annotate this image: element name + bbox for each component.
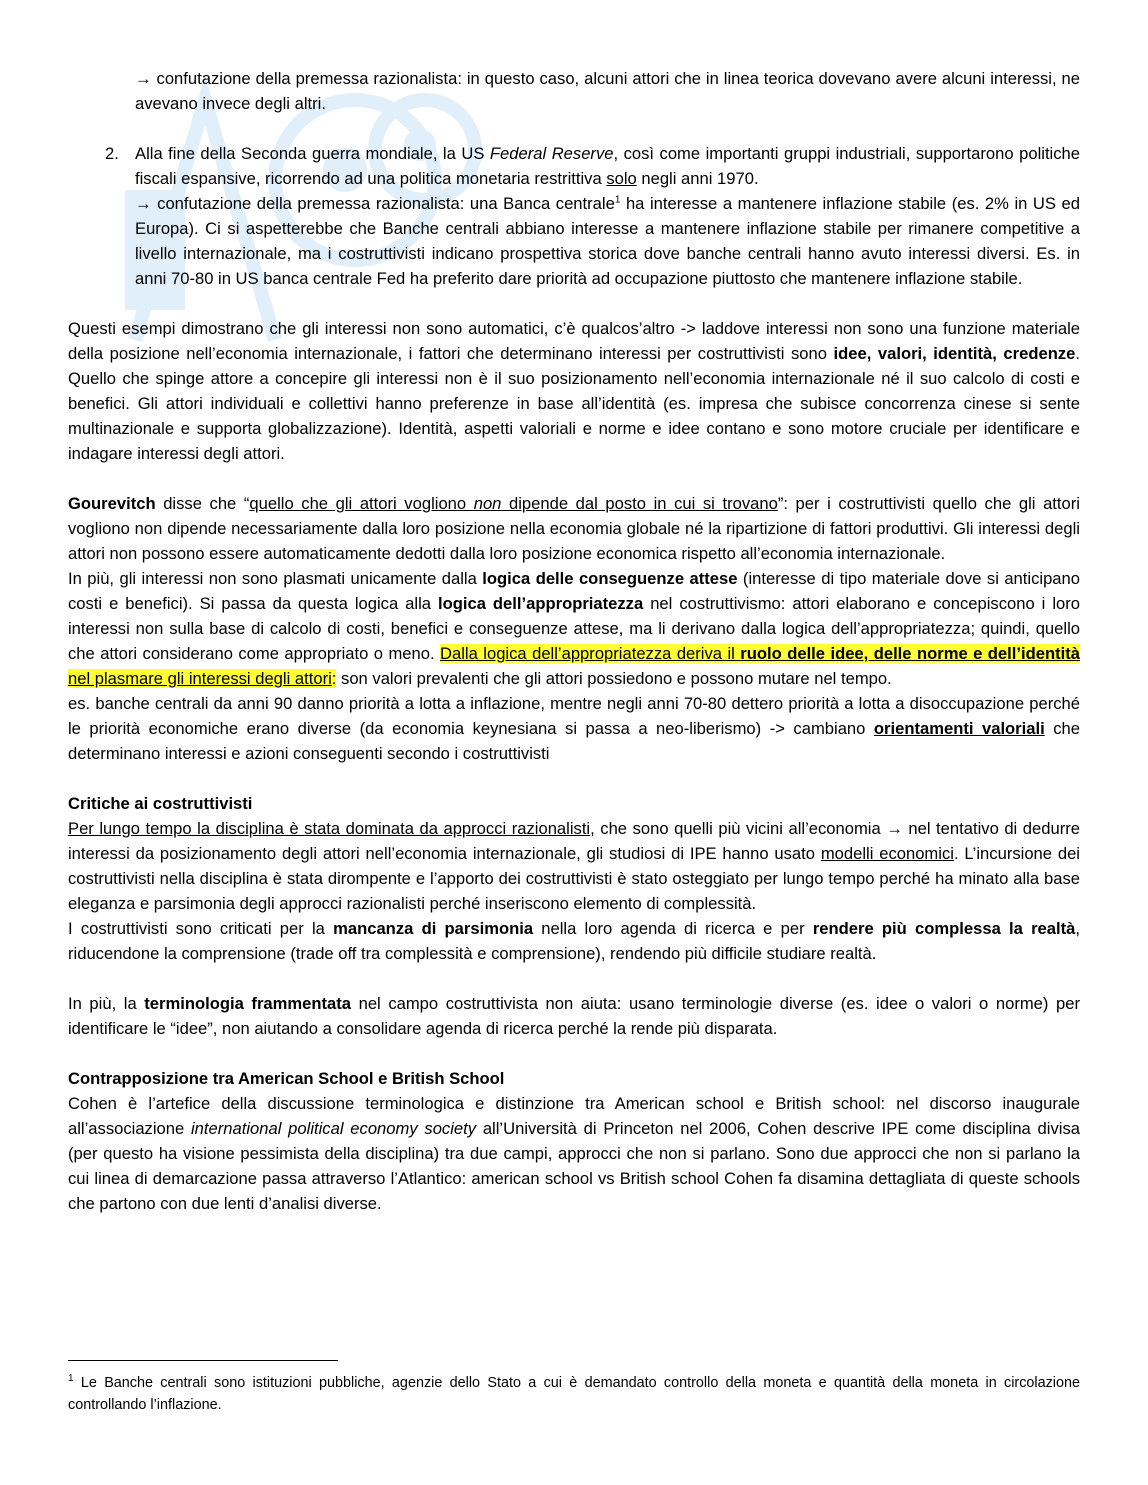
list-item-2: 2. Alla fine della Seconda guerra mondiale, la US Federal Reserve, così come importanti gruppi industriali, supportarono politiche fiscali espansive, ricorrendo ad una politica monetaria restrittiva solo negli anni 1970. → confutazione della premessa razionalista: una Banca centrale$^1$ ha interesse a mantenere inflazione stabile (es. 2% in US ed Europa). Ci si aspetterebbe che Banche centrali abbiano interesse a mantenere inflazione stabile per rimanere competitive a livello internazionale, ma i costruttivisti indicano prospettiva storica dove banche centrali hanno avuto interessi diversi. Es. in anni 70-80 in US banca centrale Fed ha preferito dare priorità ad occupazione piuttosto che mantenere inflazione stabile. (68, 141, 1080, 291)
footnote-ref[interactable]: 1 (614, 194, 621, 206)
paragraph-esempio-banche: es. banche centrali da anni 90 danno priorità a lotta a inflazione, mentre negli anni 70-80 dettero priorità a lotta a disoccupazione perché le priorità economiche erano diverse (da economia keynesiana si passa a neo-liberismo) -> cambiano orientamenti valoriali che determinano interessi e azioni conseguenti secondo i costruttivisti (68, 694, 1080, 763)
paragraph-logica: In più, gli interessi non sono plasmati unicamente dalla logica delle conseguenze attese (interesse di tipo materiale dove si anticipano costi e benefici). Si passa da questa logica alla logica dell’appropriatezza nel costruttivismo: attori elaborano e concepiscono i loro interessi non sulla base di calcolo di costi, benefici e conseguenze attese, ma li derivano dalla logica dell’appropriatezza; quindi, quello che attori considerano come appropriato o meno. Dalla logica dell’appropriatezza deriva il ruolo delle idee, delle norme e dell’identità nel plasmare gli interessi degli attori: son valori prevalenti che gli attori possiedono e possono mutare nel tempo. (68, 569, 1080, 688)
section-heading-schools: Contrapposizione tra American School e British School (68, 1069, 505, 1088)
paragraph-gourevitch: Gourevitch disse che “quello che gli attori vogliono non dipende dal posto in cui si trovano”: per i costruttivisti quello che gli attori vogliono non dipende necessariamente dalla loro posizione nella economia globale né la ripartizione di fattori produttivi. Gli interessi degli attori non possono essere automaticamente dedotti dalla loro posizione economica rispetto all’economia internazionale. (68, 494, 1080, 563)
arrow-icon: → (886, 819, 903, 838)
footnote-mark: 1 (68, 1373, 74, 1385)
arrow-icon: → (135, 69, 152, 88)
paragraph-terminologia: In più, la terminologia frammentata nel campo costruttivista non aiuta: usano terminologie diverse (es. idee o valori o norme) per identificare le “idee”, non aiutando a consolidare agenda di ricerca perché la rende più disparata. (68, 994, 1080, 1038)
arrow-icon: → (135, 194, 152, 213)
list-number: 2. (105, 144, 119, 163)
highlighted-text: Dalla logica dell’appropriatezza deriva il ruolo delle idee, delle norme e dell’identità nel plasmare gli interessi degli attori: (68, 644, 1080, 688)
document-page (68, 66, 1080, 1216)
section-heading-critiche: Critiche ai costruttivisti (68, 794, 253, 813)
paragraph-cohen: Cohen è l’artefice della discussione terminologica e distinzione tra American school e British school: nel discorso inaugurale all’associazione international political economy society all’Università di Princeton nel 2006, Cohen descrive IPE come disciplina divisa (per questo ha visione pessimista della disciplina) tra due campi, approcci che non si parlano. Sono due approcci che non si parlano la cui linea di demarcazione passa attraverso l’Atlantico: american school vs British school Cohen fa disamina dettagliata di queste schools che partono con due lenti d’analisi diverse. (68, 1094, 1080, 1213)
paragraph-critiche: Per lungo tempo la disciplina è stata dominata da approcci razionalisti, che sono quelli più vicini all’economia → nel tentativo di dedurre interessi da posizionamento degli attori nell’economia internazionale, gli studiosi di IPE hanno usato modelli economici. L’incursione dei costruttivisti nella disciplina è stata dirompente e l’apporto dei costruttivisti è stato osteggiato per lungo tempo perché ha minato alla base eleganza e parsimonia degli approcci razionalisti perché inseriscono elemento di complessità. (68, 819, 1080, 913)
paragraph-interessi: Questi esempi dimostrano che gli interessi non sono automatici, c’è qualcos’altro -> laddove interessi non sono una funzione materiale della posizione nell’economia internazionale, i fattori che determinano interessi per costruttivisti sono idee, valori, identità, credenze. Quello che spinge attore a concepire gli interessi non è il suo posizionamento nell’economia internazionale né il suo calcolo di costi e benefici. Gli attori individuali e collettivi hanno preferenze in base all’identità (es. impresa che subisce concorrenza cinese si sente multinazionale e supporta globalizzazione). Identità, aspetti valoriali e norme e idee contano e sono motore cruciale per identificare e indagare interessi degli attori. (68, 319, 1080, 463)
paragraph-confutazione-1: → confutazione della premessa razionalista: in questo caso, alcuni attori che in linea teorica dovevano avere alcuni interessi, ne avevano invece degli altri. (135, 69, 1080, 113)
footnote: $^1$ Le Banche centrali sono istituzioni pubbliche, agenzie dello Stato a cui è demandato controllo della moneta e quantità della moneta in circolazione controllando l’inflazione. (68, 1373, 1080, 1413)
footnote-separator (68, 1360, 338, 1361)
paragraph-parsimonia: I costruttivisti sono criticati per la mancanza di parsimonia nella loro agenda di ricerca e per rendere più complessa la realtà, riducendone la comprensione (trade off tra complessità e comprensione), rendendo più difficile studiare realtà. (68, 919, 1080, 963)
